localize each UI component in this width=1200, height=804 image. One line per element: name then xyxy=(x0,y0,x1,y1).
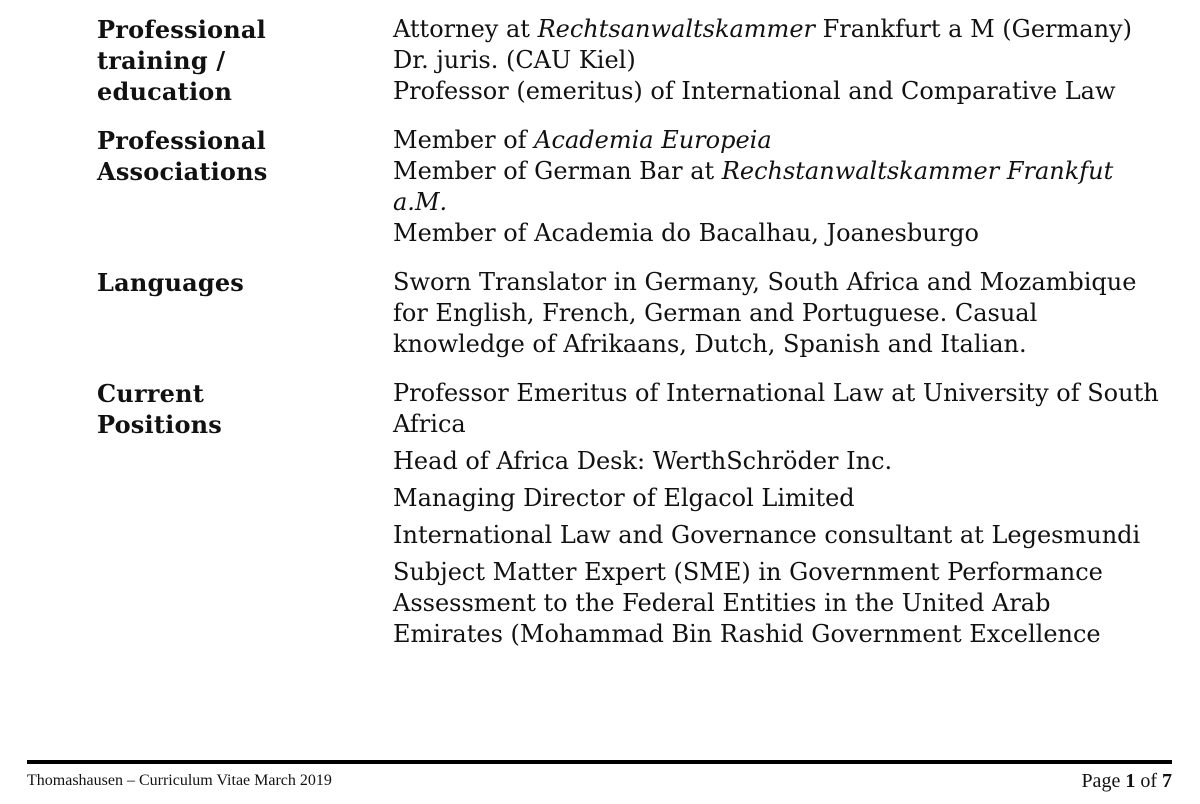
entry-line: Emirates (Mohammad Bin Rashid Government Excellence xyxy=(393,620,1101,648)
footer-divider xyxy=(27,760,1172,764)
entry-position xyxy=(393,446,1163,477)
page-current: 1 xyxy=(1125,769,1136,792)
entry-german-bar-cont: a.M. xyxy=(393,188,448,216)
section-content xyxy=(393,14,1163,107)
entry-line: Assessment to the Federal Entities in the United Arab xyxy=(393,589,1051,617)
entry-academia-europeia: Member of Academia Europeia xyxy=(393,126,772,154)
entry-position xyxy=(393,557,1163,650)
entry-line: Professor Emeritus of International Law at University of South xyxy=(393,379,1159,407)
entry-line: Africa xyxy=(393,410,466,438)
label-line: Professional xyxy=(97,126,266,155)
entry-attorney: Attorney at Rechtsanwaltskammer Frankfurt a M (Germany) xyxy=(393,15,1132,43)
page-footer xyxy=(27,768,1172,794)
entry-doctorate: Dr. juris. (CAU Kiel) xyxy=(393,46,636,74)
entry-line: Head of Africa Desk: WerthSchröder Inc. xyxy=(393,447,893,475)
section-label xyxy=(97,267,393,360)
label-line: training / xyxy=(97,46,226,75)
entry-languages-line: knowledge of Afrikaans, Dutch, Spanish and Italian. xyxy=(393,330,1027,358)
label-line: Current xyxy=(97,379,205,408)
label-line: Associations xyxy=(97,157,268,186)
section-content xyxy=(393,378,1163,650)
cv-section-positions xyxy=(97,378,1177,650)
entry-languages-line: Sworn Translator in Germany, South Africa and Mozambique xyxy=(393,268,1137,296)
entry-bacalhau: Member of Academia do Bacalhau, Joanesburgo xyxy=(393,219,979,247)
section-content xyxy=(393,267,1163,360)
page-total: 7 xyxy=(1162,769,1172,792)
entry-line: Subject Matter Expert (SME) in Government Performance xyxy=(393,558,1103,586)
entry-german-bar: Member of German Bar at Rechstanwaltskammer Frankfut xyxy=(393,157,1114,185)
label-line: Professional xyxy=(97,15,266,44)
entry-position xyxy=(393,520,1163,551)
section-label xyxy=(97,378,393,650)
cv-section-training xyxy=(97,14,1177,107)
cv-table xyxy=(97,14,1177,668)
label-line: Positions xyxy=(97,410,223,439)
label-line: Languages xyxy=(97,268,245,297)
section-label xyxy=(97,14,393,107)
cv-section-associations xyxy=(97,125,1177,249)
footer-document-title: Thomashausen – Curriculum Vitae March 2019 xyxy=(27,772,332,789)
entry-line: Managing Director of Elgacol Limited xyxy=(393,484,855,512)
entry-position xyxy=(393,483,1163,514)
cv-section-languages xyxy=(97,267,1177,360)
entry-professor: Professor (emeritus) of International and Comparative Law xyxy=(393,77,1116,105)
section-label xyxy=(97,125,393,249)
page-number: Page 1 of 7 xyxy=(1081,769,1172,792)
entry-line: International Law and Governance consultant at Legesmundi xyxy=(393,521,1141,549)
section-content xyxy=(393,125,1163,249)
label-line: education xyxy=(97,77,233,106)
entry-position xyxy=(393,378,1163,440)
entry-languages-line: for English, French, German and Portuguese. Casual xyxy=(393,299,1038,327)
